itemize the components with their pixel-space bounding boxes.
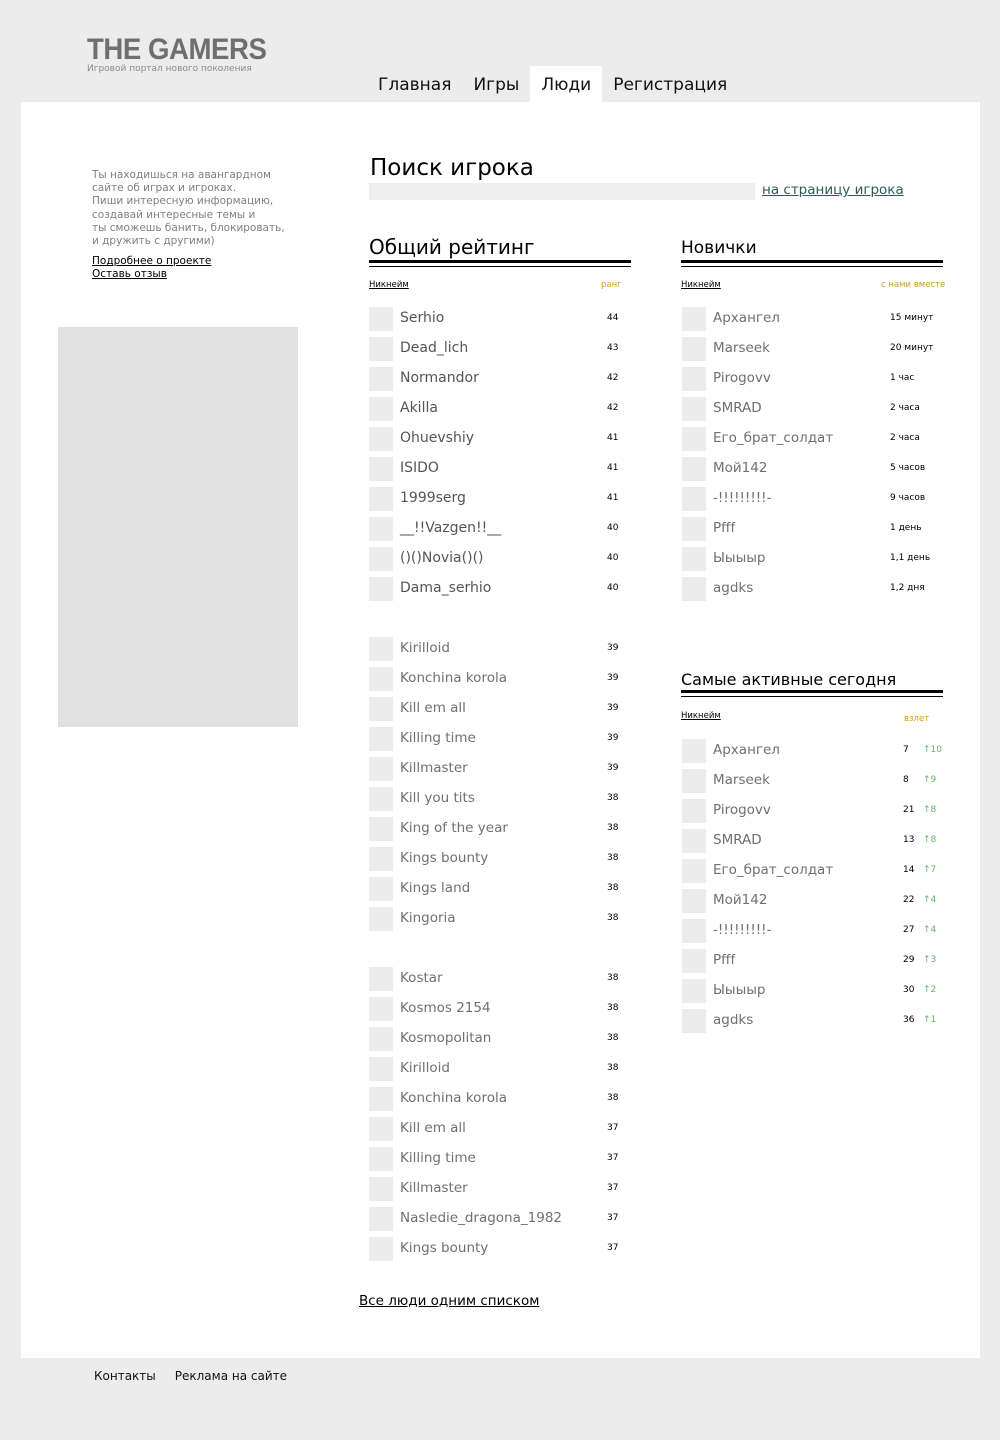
intro-block [92, 169, 292, 281]
search-title: Поиск игрока [370, 155, 534, 181]
avatar [682, 517, 706, 541]
joined-ago: 1 час [890, 373, 915, 383]
avatar [369, 457, 393, 481]
player-name[interactable]: Dama_serhio [400, 580, 492, 596]
rating-row[interactable] [369, 427, 631, 451]
joined-ago: 1,2 дня [890, 583, 925, 593]
rating-row[interactable] [369, 667, 631, 691]
avatar [369, 367, 393, 391]
active-row[interactable] [682, 769, 944, 793]
player-name[interactable]: ISIDO [400, 460, 439, 476]
active-row[interactable] [682, 859, 944, 883]
rank-position: 29 [903, 955, 915, 965]
player-name[interactable]: -!!!!!!!!!- [713, 490, 772, 506]
avatar [682, 307, 706, 331]
rise-indicator: ↑3 [923, 955, 937, 965]
player-name[interactable]: Killing time [400, 1150, 476, 1166]
avatar [369, 1087, 393, 1111]
active-row[interactable] [682, 889, 944, 913]
player-name[interactable]: Ohuevshiy [400, 430, 475, 446]
avatar [369, 667, 393, 691]
player-rank: 41 [607, 433, 619, 443]
rating-row[interactable] [369, 1027, 631, 1051]
avatar [369, 487, 393, 511]
footer [94, 1369, 306, 1383]
rank-position: 36 [903, 1015, 915, 1025]
rank-position: 22 [903, 895, 915, 905]
avatar [369, 637, 393, 661]
rating-row[interactable] [369, 397, 631, 421]
rating-row[interactable] [369, 727, 631, 751]
rank-position: 13 [903, 835, 915, 845]
avatar [682, 457, 706, 481]
player-name[interactable]: Его_брат_солдат [713, 862, 834, 878]
player-rank: 38 [607, 913, 619, 923]
intro-text [92, 169, 292, 248]
player-name[interactable]: Killmaster [400, 1180, 468, 1196]
avatar [369, 427, 393, 451]
player-rank: 39 [607, 703, 619, 713]
active-divider [681, 690, 943, 697]
player-name[interactable]: 1999serg [400, 490, 466, 506]
rating-row[interactable] [369, 1057, 631, 1081]
player-name[interactable]: Pirogovv [713, 370, 771, 386]
avatar [369, 697, 393, 721]
rise-indicator: ↑1 [923, 1015, 937, 1025]
rank-position: 8 [903, 775, 909, 785]
player-rank: 38 [607, 793, 619, 803]
nav-item-people[interactable]: Люди [530, 66, 602, 102]
player-rank: 38 [607, 853, 619, 863]
player-name[interactable]: Nasledie_dragona_1982 [400, 1210, 562, 1226]
player-rank: 38 [607, 883, 619, 893]
newbie-row[interactable] [682, 307, 944, 331]
avatar [369, 877, 393, 901]
avatar [682, 769, 706, 793]
player-name[interactable]: SMRAD [713, 400, 762, 416]
about-project-link[interactable]: Подробнее о проекте [92, 255, 212, 268]
joined-ago: 2 часа [890, 403, 920, 413]
player-name[interactable]: Мой142 [713, 892, 768, 908]
intro-line: ты сможешь банить, блокировать, [92, 221, 285, 234]
player-rank: 38 [607, 823, 619, 833]
player-name[interactable]: Архангел [713, 742, 780, 758]
rating-row[interactable] [369, 577, 631, 601]
logo-title: THE GAMERS [87, 33, 267, 66]
rating-row[interactable] [369, 457, 631, 481]
rise-indicator: ↑4 [923, 925, 937, 935]
avatar [369, 997, 393, 1021]
newbie-row[interactable] [682, 547, 944, 571]
active-col-rise[interactable]: взлет [904, 714, 930, 724]
nav-item-games[interactable]: Игры [473, 75, 520, 95]
rating-row[interactable] [369, 817, 631, 841]
rank-position: 27 [903, 925, 915, 935]
intro-line: и дружить с другими) [92, 235, 215, 248]
active-row[interactable] [682, 979, 944, 1003]
avatar [369, 967, 393, 991]
avatar [369, 577, 393, 601]
banner-placeholder [58, 327, 298, 727]
player-name[interactable]: Konchina korola [400, 670, 507, 686]
player-rank: 39 [607, 733, 619, 743]
avatar [369, 517, 393, 541]
avatar [369, 307, 393, 331]
feedback-link[interactable]: Оставь отзыв [92, 268, 167, 281]
avatar [682, 547, 706, 571]
avatar [682, 859, 706, 883]
avatar [369, 817, 393, 841]
rating-row[interactable] [369, 787, 631, 811]
avatar [369, 1057, 393, 1081]
player-name[interactable]: agdks [713, 1012, 754, 1028]
joined-ago: 2 часа [890, 433, 920, 443]
rating-row[interactable] [369, 997, 631, 1021]
player-name[interactable]: Kill em all [400, 1120, 466, 1136]
rating-row[interactable] [369, 307, 631, 331]
active-row[interactable] [682, 1009, 944, 1033]
newbies-col-nick[interactable]: Никнейм [681, 280, 721, 290]
rating-title: Общий рейтинг [369, 235, 535, 259]
player-name[interactable]: Marseek [713, 772, 770, 788]
player-name[interactable]: Kill you tits [400, 790, 475, 806]
rating-row[interactable] [369, 697, 631, 721]
rating-row[interactable] [369, 1087, 631, 1111]
joined-ago: 1 день [890, 523, 922, 533]
rise-indicator: ↑4 [923, 895, 937, 905]
player-name[interactable]: Pirogovv [713, 802, 771, 818]
player-name[interactable]: King of the year [400, 820, 508, 836]
rating-row[interactable] [369, 1117, 631, 1141]
rank-position: 30 [903, 985, 915, 995]
player-rank: 40 [607, 523, 619, 533]
player-name[interactable]: Ыыыыр [713, 982, 766, 998]
nav-item-home[interactable]: Главная [378, 75, 452, 95]
rise-indicator: ↑7 [923, 865, 937, 875]
rise-indicator: ↑8 [923, 805, 937, 815]
joined-ago: 5 часов [890, 463, 926, 473]
player-rank: 41 [607, 493, 619, 503]
rank-position: 7 [903, 745, 909, 755]
avatar [682, 829, 706, 853]
avatar [682, 577, 706, 601]
player-name[interactable]: Serhio [400, 310, 445, 326]
rating-row[interactable] [369, 367, 631, 391]
player-name[interactable]: Kill em all [400, 700, 466, 716]
newbie-row[interactable] [682, 577, 944, 601]
player-name[interactable]: Akilla [400, 400, 438, 416]
avatar [369, 787, 393, 811]
rating-row[interactable] [369, 517, 631, 541]
player-rank: 40 [607, 583, 619, 593]
player-name[interactable]: Killmaster [400, 760, 468, 776]
avatar [682, 889, 706, 913]
joined-ago: 15 минут [890, 313, 934, 323]
player-name[interactable]: __!!Vazgen!!__ [400, 520, 502, 536]
newbies-col-since[interactable]: с нами вместе [881, 280, 946, 290]
footer-contacts-link[interactable]: Контакты [94, 1369, 156, 1383]
avatar [369, 337, 393, 361]
avatar [682, 919, 706, 943]
intro-line: создавай интересные темы и [92, 208, 256, 221]
player-name[interactable]: Pfff [713, 952, 736, 968]
player-rank: 38 [607, 1063, 619, 1073]
active-row[interactable] [682, 829, 944, 853]
player-rank: 39 [607, 763, 619, 773]
rating-row[interactable] [369, 1177, 631, 1201]
rating-row[interactable] [369, 877, 631, 901]
active-row[interactable] [682, 949, 944, 973]
newbies-divider [681, 260, 943, 267]
player-name[interactable]: Kirilloid [400, 1060, 450, 1076]
rise-indicator: ↑8 [923, 835, 937, 845]
player-rank: 42 [607, 373, 619, 383]
player-name[interactable]: Konchina korola [400, 1090, 507, 1106]
avatar [682, 427, 706, 451]
player-rank: 39 [607, 673, 619, 683]
avatar [369, 547, 393, 571]
player-rank: 37 [607, 1183, 619, 1193]
newbies-title: Новички [681, 238, 757, 258]
player-rank: 38 [607, 973, 619, 983]
player-name[interactable]: Pfff [713, 520, 736, 536]
player-name[interactable]: Dead_lich [400, 340, 469, 356]
player-rank: 38 [607, 1033, 619, 1043]
rise-indicator: ↑10 [923, 745, 942, 755]
newbie-row[interactable] [682, 517, 944, 541]
avatar [369, 1207, 393, 1231]
avatar [682, 367, 706, 391]
player-name[interactable]: Kingoria [400, 910, 456, 926]
rise-indicator: ↑2 [923, 985, 937, 995]
rating-col-rank[interactable]: ранг [601, 280, 622, 290]
player-rank: 38 [607, 1093, 619, 1103]
rating-row[interactable] [369, 967, 631, 991]
rating-row[interactable] [369, 1207, 631, 1231]
rating-row[interactable] [369, 907, 631, 931]
avatar [369, 397, 393, 421]
player-search-input[interactable] [369, 183, 755, 200]
avatar [682, 799, 706, 823]
player-name[interactable]: Архангел [713, 310, 780, 326]
logo-subtitle: Игровой портал нового поколения [87, 64, 252, 74]
rating-row[interactable] [369, 637, 631, 661]
player-rank: 37 [607, 1213, 619, 1223]
player-rank: 37 [607, 1153, 619, 1163]
joined-ago: 9 часов [890, 493, 926, 503]
rating-col-nick[interactable]: Никнейм [369, 280, 409, 290]
newbie-row[interactable] [682, 457, 944, 481]
player-name[interactable]: -!!!!!!!!!- [713, 922, 772, 938]
newbie-row[interactable] [682, 337, 944, 361]
player-name[interactable]: Marseek [713, 340, 770, 356]
avatar [682, 337, 706, 361]
player-name[interactable]: Killing time [400, 730, 476, 746]
player-rank: 40 [607, 553, 619, 563]
rank-position: 14 [903, 865, 915, 875]
avatar [682, 979, 706, 1003]
player-name[interactable]: agdks [713, 580, 754, 596]
player-rank: 38 [607, 1003, 619, 1013]
rise-indicator: ↑9 [923, 775, 937, 785]
avatar [369, 757, 393, 781]
avatar [369, 727, 393, 751]
rating-row[interactable] [369, 547, 631, 571]
player-rank: 44 [607, 313, 619, 323]
rating-row[interactable] [369, 847, 631, 871]
player-rank: 41 [607, 463, 619, 473]
player-name[interactable]: Kirilloid [400, 640, 450, 656]
avatar [682, 487, 706, 511]
newbie-row[interactable] [682, 427, 944, 451]
newbie-row[interactable] [682, 487, 944, 511]
avatar [682, 739, 706, 763]
rating-row[interactable] [369, 337, 631, 361]
nav-item-registration[interactable]: Регистрация [613, 75, 728, 95]
footer-ads-link[interactable]: Реклама на сайте [174, 1369, 288, 1383]
rating-row[interactable] [369, 757, 631, 781]
intro-line: Пиши интересную информацию, [92, 195, 274, 208]
avatar [682, 397, 706, 421]
player-name[interactable]: Kosmopolitan [400, 1030, 492, 1046]
player-rank: 43 [607, 343, 619, 353]
main-nav [367, 66, 738, 102]
player-name[interactable]: Kosmos 2154 [400, 1000, 491, 1016]
player-name[interactable]: ()()Novia()() [400, 550, 484, 566]
active-row[interactable] [682, 919, 944, 943]
player-rank: 37 [607, 1243, 619, 1253]
avatar [369, 907, 393, 931]
player-name[interactable]: Normandor [400, 370, 479, 386]
rating-row[interactable] [369, 1237, 631, 1261]
avatar [369, 1117, 393, 1141]
player-rank: 39 [607, 643, 619, 653]
avatar [369, 1027, 393, 1051]
player-name[interactable]: Kostar [400, 970, 443, 986]
avatar [369, 1177, 393, 1201]
rating-row[interactable] [369, 1147, 631, 1171]
player-name[interactable]: Kings bounty [400, 850, 489, 866]
rating-row[interactable] [369, 487, 631, 511]
avatar [369, 1237, 393, 1261]
rating-divider [369, 260, 631, 267]
player-name[interactable]: Его_брат_солдат [713, 430, 834, 446]
all-people-link[interactable]: Все люди одним списком [359, 1293, 540, 1309]
intro-line: Ты находишься на авангардном [92, 169, 271, 181]
newbie-row[interactable] [682, 397, 944, 421]
player-name[interactable]: SMRAD [713, 832, 762, 848]
site-logo[interactable] [87, 34, 282, 74]
active-col-nick[interactable]: Никнейм [681, 711, 721, 721]
player-name[interactable]: Ыыыыр [713, 550, 766, 566]
player-name[interactable]: Kings land [400, 880, 471, 896]
avatar [682, 949, 706, 973]
avatar [369, 847, 393, 871]
go-to-player-link[interactable]: на страницу игрока [762, 182, 904, 198]
active-row[interactable] [682, 739, 944, 763]
intro-line: сайте об играх и игроках. [92, 182, 237, 195]
joined-ago: 1,1 день [890, 553, 931, 563]
active-row[interactable] [682, 799, 944, 823]
player-name[interactable]: Мой142 [713, 460, 768, 476]
joined-ago: 20 минут [890, 343, 934, 353]
active-title: Самые активные сегодня [681, 670, 897, 689]
rank-position: 21 [903, 805, 915, 815]
avatar [369, 1147, 393, 1171]
player-rank: 37 [607, 1123, 619, 1133]
newbie-row[interactable] [682, 367, 944, 391]
player-name[interactable]: Kings bounty [400, 1240, 489, 1256]
avatar [682, 1009, 706, 1033]
player-rank: 42 [607, 403, 619, 413]
